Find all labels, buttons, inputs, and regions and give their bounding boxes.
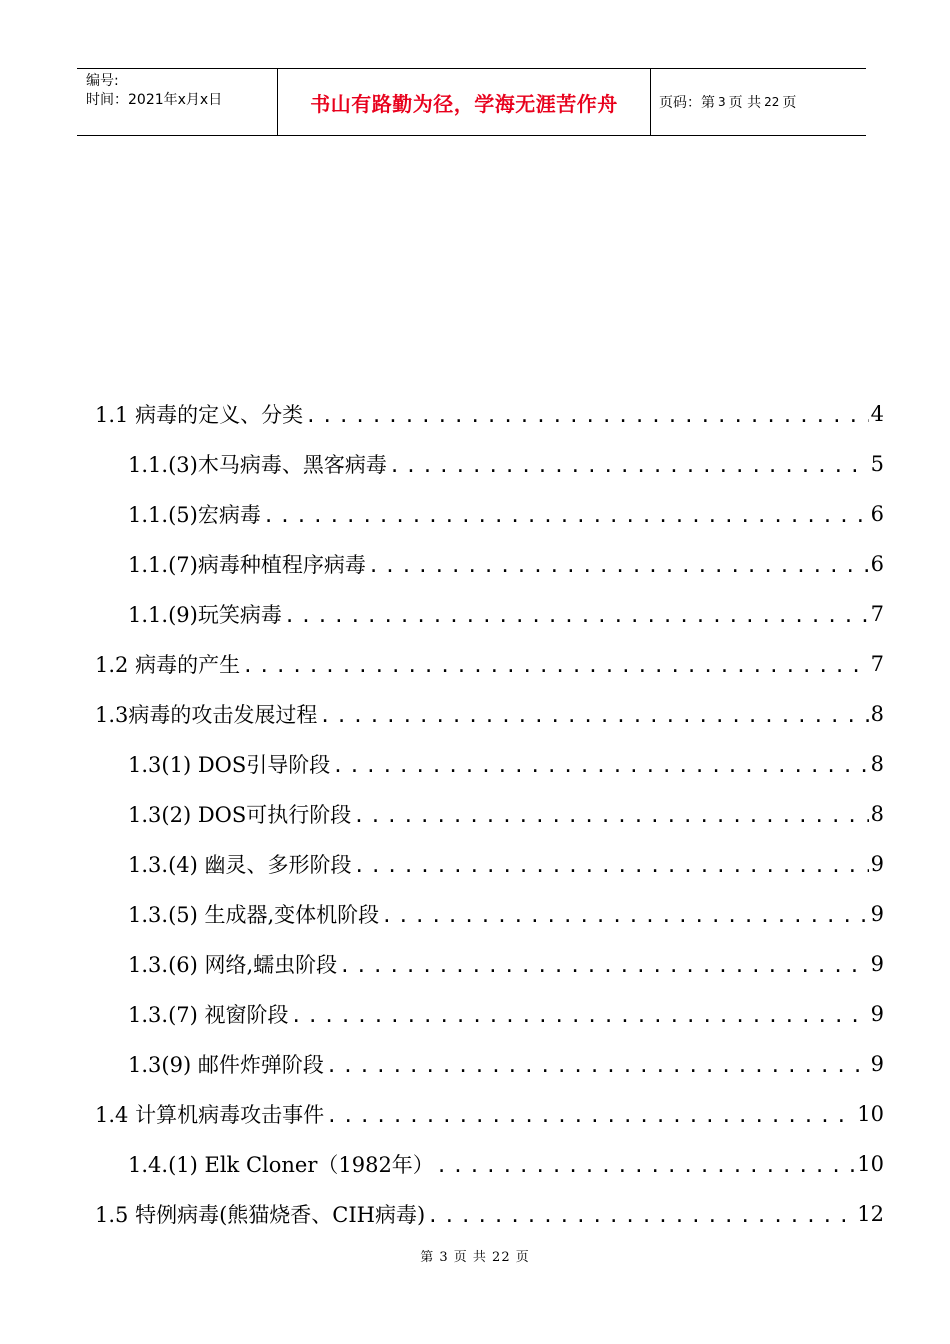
date-label: 时间：2021年x月x日 <box>86 92 223 108</box>
toc-entry-title: 1.3.(4) 幽灵、多形阶段 <box>128 853 352 877</box>
toc-entry-page: 7 <box>870 652 884 676</box>
toc-entry-title: 1.5 特例病毒(熊猫烧香、CIH病毒) <box>95 1203 426 1227</box>
toc-entry-page: 8 <box>870 802 884 826</box>
toc-entry-title: 1.3.(6) 网络,蠕虫阶段 <box>128 953 338 977</box>
toc-entry-title: 1.3.(5) 生成器,变体机阶段 <box>128 903 380 927</box>
motto-text: 书山有路勤为径，学海无涯苦作舟 <box>310 91 618 116</box>
page-label-suffix: 页 <box>782 95 797 111</box>
toc-entry-page: 9 <box>870 902 884 926</box>
toc-dot-leader <box>381 905 868 927</box>
toc-entry[interactable] <box>95 489 884 539</box>
toc-entry[interactable] <box>95 889 884 939</box>
toc-dot-leader <box>319 705 868 727</box>
toc-entry[interactable] <box>95 839 884 889</box>
toc-dot-leader <box>427 1205 855 1227</box>
toc-entry-page: 7 <box>870 602 884 626</box>
toc-entry[interactable] <box>95 939 884 989</box>
doc-number-label: 编号: <box>86 73 119 89</box>
toc-entry[interactable] <box>95 389 884 439</box>
toc-dot-leader <box>353 805 868 827</box>
toc-entry-title: 1.3病毒的攻击发展过程 <box>95 703 318 727</box>
toc-entry[interactable] <box>95 1189 884 1239</box>
toc-entry-page: 8 <box>870 752 884 776</box>
toc-entry[interactable] <box>95 989 884 1039</box>
page-label-prefix: 页码：第 <box>659 95 715 111</box>
header-page-cell <box>651 69 866 135</box>
page-label-mid: 页 共 <box>728 95 762 111</box>
toc-entry-page: 6 <box>870 502 884 526</box>
toc-dot-leader <box>242 655 869 677</box>
toc-dot-leader <box>326 1055 869 1077</box>
toc-dot-leader <box>326 1105 855 1127</box>
toc-entry[interactable] <box>95 689 884 739</box>
toc-entry-title: 1.1.(3)木马病毒、黑客病毒 <box>128 453 387 477</box>
toc-entry-title: 1.4 计算机病毒攻击事件 <box>95 1103 325 1127</box>
toc-dot-leader <box>291 1005 869 1027</box>
toc-dot-leader <box>263 505 869 527</box>
toc-entry-page: 4 <box>870 402 884 426</box>
toc-entry-title: 1.3(2) DOS可执行阶段 <box>128 803 352 827</box>
toc-dot-leader <box>284 605 869 627</box>
toc-dot-leader <box>436 1155 855 1177</box>
toc-entry-title: 1.1.(9)玩笑病毒 <box>128 603 282 627</box>
page-footer: 第 3 页 共 22 页 <box>420 1250 530 1265</box>
toc-entry[interactable] <box>95 1089 884 1139</box>
toc-dot-leader <box>368 555 869 577</box>
toc-entry-page: 9 <box>870 852 884 876</box>
toc-entry[interactable] <box>95 589 884 639</box>
toc-entry-title: 1.4.(1) Elk Cloner（1982年） <box>128 1153 434 1177</box>
toc-entry-page: 9 <box>870 952 884 976</box>
toc-entry[interactable] <box>95 639 884 689</box>
toc-dot-leader <box>305 405 869 427</box>
toc-entry-page: 5 <box>870 452 884 476</box>
toc-entry[interactable] <box>95 739 884 789</box>
page-header <box>77 68 866 136</box>
toc-entry-title: 1.2 病毒的产生 <box>95 653 241 677</box>
toc-entry-page: 9 <box>870 1002 884 1026</box>
toc-entry-page: 9 <box>870 1052 884 1076</box>
toc-entry-page: 10 <box>857 1152 884 1176</box>
toc-entry-title: 1.3.(7) 视窗阶段 <box>128 1003 289 1027</box>
page-total: 22 <box>764 95 780 109</box>
toc-entry[interactable] <box>95 789 884 839</box>
toc-entry-title: 1.3(1) DOS引导阶段 <box>128 753 331 777</box>
toc-entry-title: 1.3(9) 邮件炸弹阶段 <box>128 1053 324 1077</box>
table-of-contents <box>95 389 884 1239</box>
header-motto-cell <box>278 69 651 135</box>
header-meta-cell <box>77 69 278 135</box>
toc-entry-title: 1.1 病毒的定义、分类 <box>95 403 304 427</box>
toc-dot-leader <box>389 455 869 477</box>
toc-entry-page: 8 <box>870 702 884 726</box>
toc-entry[interactable] <box>95 1039 884 1089</box>
toc-entry-title: 1.1.(5)宏病毒 <box>128 503 261 527</box>
toc-dot-leader <box>339 955 868 977</box>
toc-entry[interactable] <box>95 539 884 589</box>
toc-entry-title: 1.1.(7)病毒种植程序病毒 <box>128 553 366 577</box>
toc-entry-page: 10 <box>857 1102 884 1126</box>
toc-entry[interactable] <box>95 439 884 489</box>
toc-entry-page: 6 <box>870 552 884 576</box>
page-current: 3 <box>718 95 726 109</box>
toc-dot-leader <box>332 755 868 777</box>
toc-dot-leader <box>354 855 869 877</box>
toc-entry-page: 12 <box>857 1202 884 1226</box>
toc-entry[interactable] <box>95 1139 884 1189</box>
